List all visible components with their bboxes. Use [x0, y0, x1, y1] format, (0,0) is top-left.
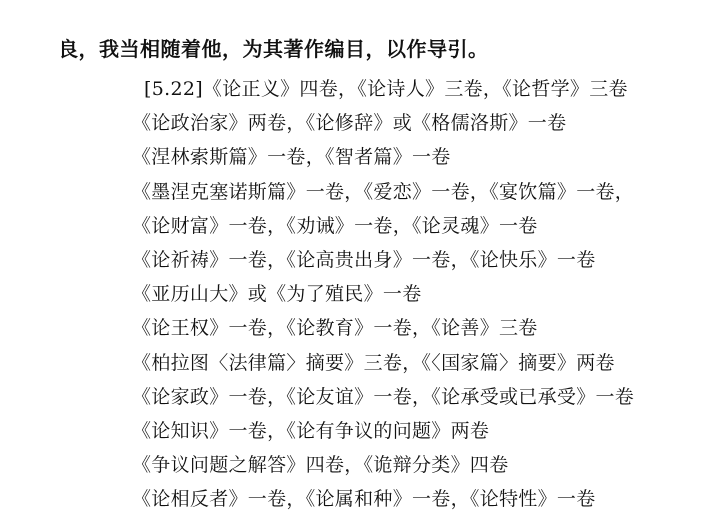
intro-text: 良，我当相随着他，为其著作编目，以作导引。	[58, 37, 489, 61]
catalog-line: [5.22]《论正义》四卷，《论诗人》三卷，《论哲学》三卷	[144, 78, 628, 100]
catalog-line: 《论财富》一卷，《劝诫》一卷，《论灵魂》一卷	[132, 214, 538, 237]
catalog-line: 《论知识》一卷，《论有争议的问题》两卷	[132, 419, 490, 442]
catalog-line: 《墨涅克塞诺斯篇》一卷，《爱恋》一卷，《宴饮篇》一卷，	[132, 180, 635, 203]
catalog-line: 《论家政》一卷，《论友谊》一卷，《论承受或已承受》一卷	[132, 385, 635, 408]
catalog-line: 《涅林索斯篇》一卷，《智者篇》一卷	[132, 146, 451, 169]
catalog-line: 《论相反者》一卷，《论属和种》一卷，《论特性》一卷	[132, 488, 596, 511]
catalog-line: 《论王权》一卷，《论教育》一卷，《论善》三卷	[132, 317, 538, 340]
works-catalog	[132, 72, 634, 516]
catalog-line: 《亚历山大》或《为了殖民》一卷	[132, 283, 422, 306]
catalog-line: 《柏拉图〈法律篇〉摘要》三卷，《〈国家篇〉摘要》两卷	[132, 351, 615, 374]
catalog-line: 《争议问题之解答》四卷，《诡辩分类》四卷	[132, 454, 509, 477]
catalog-line: 《论政治家》两卷，《论修辞》或《格儒洛斯》一卷	[132, 112, 567, 135]
catalog-line: 《论祈祷》一卷，《论高贵出身》一卷，《论快乐》一卷	[132, 248, 596, 271]
